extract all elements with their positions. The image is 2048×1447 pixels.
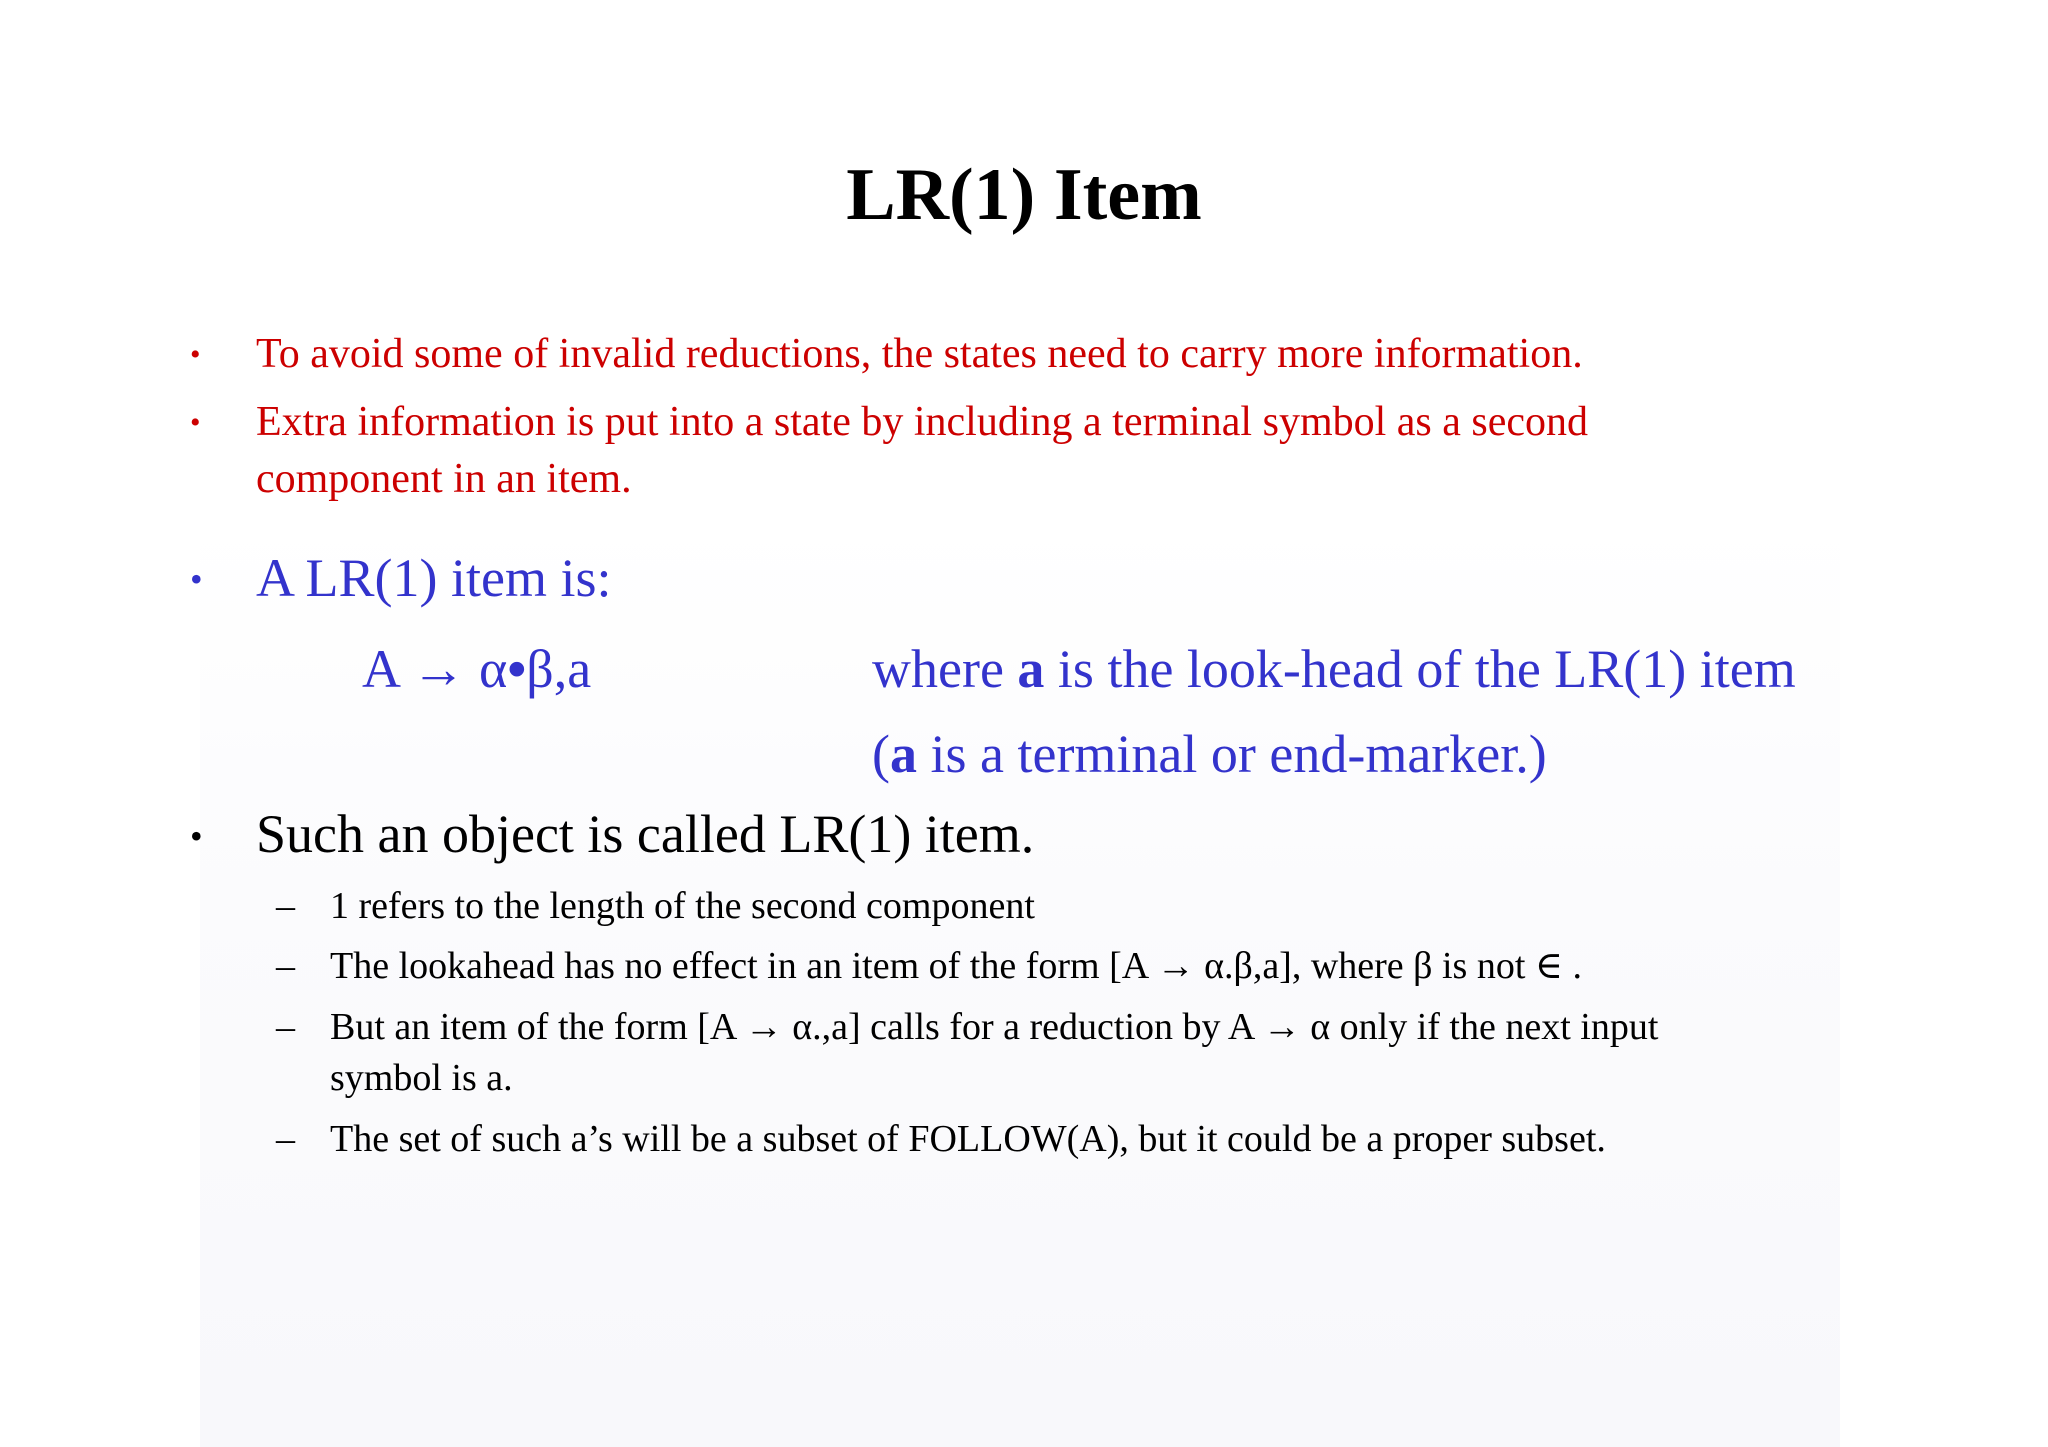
formula-where-clause	[872, 639, 1796, 699]
sub-item-4: The set of such a’s will be a subset of FOLLOW(A), but it could be a proper subset.	[330, 1118, 1606, 1160]
where-prefix: where	[872, 639, 1018, 699]
sub-item-dash: –	[276, 945, 295, 987]
sub-item-3-line1: But an item of the form [A → α.,a] calls for a reduction by A → α only if the next input	[330, 1006, 1659, 1048]
red-bullet-2-line2: component in an item.	[256, 456, 632, 502]
note-open: (	[872, 724, 890, 784]
note-bold-a: a	[889, 724, 917, 784]
blue-bullet-text: A LR(1) item is:	[256, 548, 612, 608]
bullet-marker: •	[190, 559, 203, 599]
bullet-marker: •	[190, 406, 201, 439]
bullet-marker: •	[190, 816, 203, 856]
formula-left: A → α	[362, 639, 508, 699]
where-bold-a: a	[1017, 639, 1045, 699]
red-bullet-1-text: To avoid some of invalid reductions, the states need to carry more information.	[256, 331, 1583, 377]
formula-dot: •	[507, 639, 527, 699]
bullet-marker: •	[190, 338, 201, 371]
sub-item-2: The lookahead has no effect in an item of the form [A → α.β,a], where β is not ∈ .	[330, 945, 1583, 987]
sub-item-dash: –	[276, 1118, 295, 1160]
formula-note	[872, 724, 1547, 784]
slide-title: LR(1) Item	[846, 154, 1202, 236]
black-bullet-text: Such an object is called LR(1) item.	[256, 804, 1035, 864]
formula-right: β,a	[526, 639, 592, 699]
lr1-item-formula	[362, 639, 592, 699]
sub-item-3-line2: symbol is a.	[330, 1057, 513, 1099]
sub-item-1: 1 refers to the length of the second component	[330, 885, 1035, 927]
sub-item-dash: –	[276, 1006, 295, 1048]
sub-item-dash: –	[276, 885, 295, 927]
red-bullet-2-line1: Extra information is put into a state by including a terminal symbol as a second	[256, 399, 1589, 445]
note-suffix: is a terminal or end-marker.)	[916, 724, 1547, 784]
where-suffix: is the look-head of the LR(1) item	[1044, 639, 1796, 699]
